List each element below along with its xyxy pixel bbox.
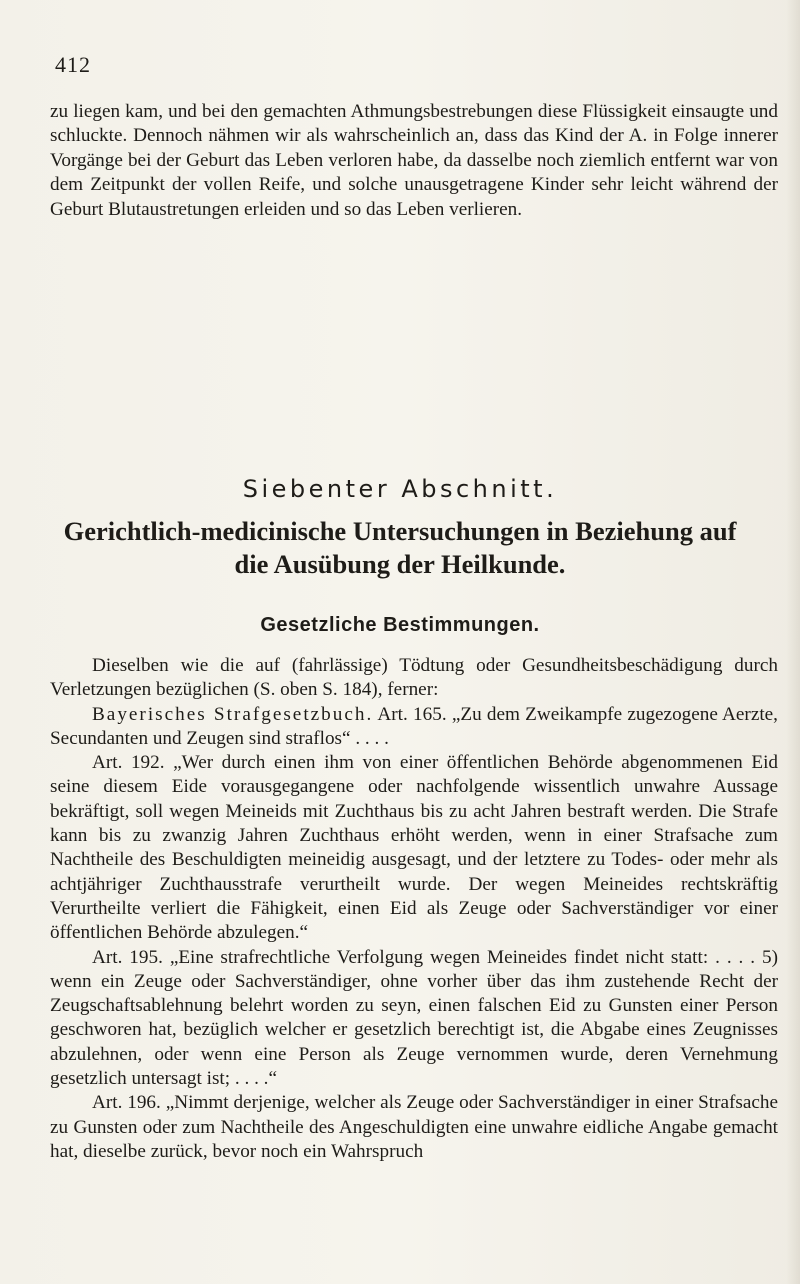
body-paragraph-text: Art. 165. „Zu dem Zweikampfe zugezogene Aerzte, Secundanten und Zeugen sind straflos“ . . . . bbox=[50, 703, 778, 749]
intro-paragraph: zu liegen kam, und bei den gemachten Athmungsbestrebungen diese Flüssigkeit einsaugte und schluckte. Dennoch nähmen wir als wahrscheinlich an, dass das Kind der A. in Folge innerer Vorgänge bei der Geburt das Leben verloren habe, da dasselbe noch ziemlich entfernt war von dem Zeitpunkt der vollen Reife, und solche unausgetragene Kinder sehr leicht während der Geburt Blutaustretungen erleiden und so das Leben verlieren. bbox=[50, 101, 778, 220]
body-paragraph: Art. 192. „Wer durch einen ihm von einer öffentlichen Behörde abgenommenen Eid seine diesem Eide vorausgegangene oder nachfolgende wissentlich unwahre Aussage bekräftigt, soll wegen Meineids mit Zuchthaus bis zu acht Jahren bestraft werden. Die Strafe kann bis zu zwanzig Jahren Zuchthaus erhöht werden, wenn in einer Strafsache zum Nachtheile des Beschuldigten meineidig ausgesagt, und der letztere zu Todes- oder mehr als achtjähriger Zuchthausstrafe verurtheilt wurde. Der wegen Meineides rechtskräftig Verurtheilte verliert die Fähigkeit, einen Eid als Zeuge oder Sachverständiger vor einer öffentlichen Behörde abzulegen.“ bbox=[50, 752, 778, 944]
body-paragraph: Art. 195. „Eine strafrechtliche Verfolgung wegen Meineides findet nicht statt: . . . . 5) wenn ein Zeuge oder Sachverständiger, ohne vorher über das ihm zustehende Recht der Zeugschaftsablehnung belehrt worden zu seyn, einen falschen Eid zu Gunsten einer Person geschworen hat, bezüglich welcher er gesetzlich berechtigt ist, die Abgabe eines Zeugnisses abzulehnen, oder wenn eine Person als Zeuge vernommen wurde, deren Vernehmung gesetzlich untersagt ist; . . . .“ bbox=[50, 946, 778, 1090]
chapter-title bbox=[0, 515, 800, 581]
body-paragraph: Dieselben wie die auf (fahrlässige) Tödtung oder Gesundheitsbeschädigung durch Verletzungen bezüglichen (S. oben S. 184), ferner: bbox=[50, 655, 778, 701]
body-text bbox=[50, 654, 778, 1164]
section-heading: Siebenter Abschnitt. bbox=[242, 475, 558, 503]
chapter-title-line-1: Gerichtlich-medicinische Untersuchungen in Beziehung auf bbox=[63, 516, 737, 546]
chapter-title-line-2: die Ausübung der Heilkunde. bbox=[234, 549, 566, 579]
body-paragraph bbox=[50, 703, 778, 752]
page-edge-shadow bbox=[786, 0, 800, 1284]
section-subtitle: Gesetzliche Bestimmungen. bbox=[260, 614, 540, 636]
body-paragraph: Art. 196. „Nimmt derjenige, welcher als Zeuge oder Sachverständiger in einer Strafsache zu Gunsten oder zum Nachtheile des Angeschuldigten eine unwahre eidliche Angabe gemacht hat, dieselbe zurück, bevor noch ein Wahrspruch bbox=[50, 1092, 778, 1162]
law-title: Bayerisches Strafgesetzbuch. bbox=[92, 703, 374, 725]
page-number: 412 bbox=[55, 52, 91, 77]
